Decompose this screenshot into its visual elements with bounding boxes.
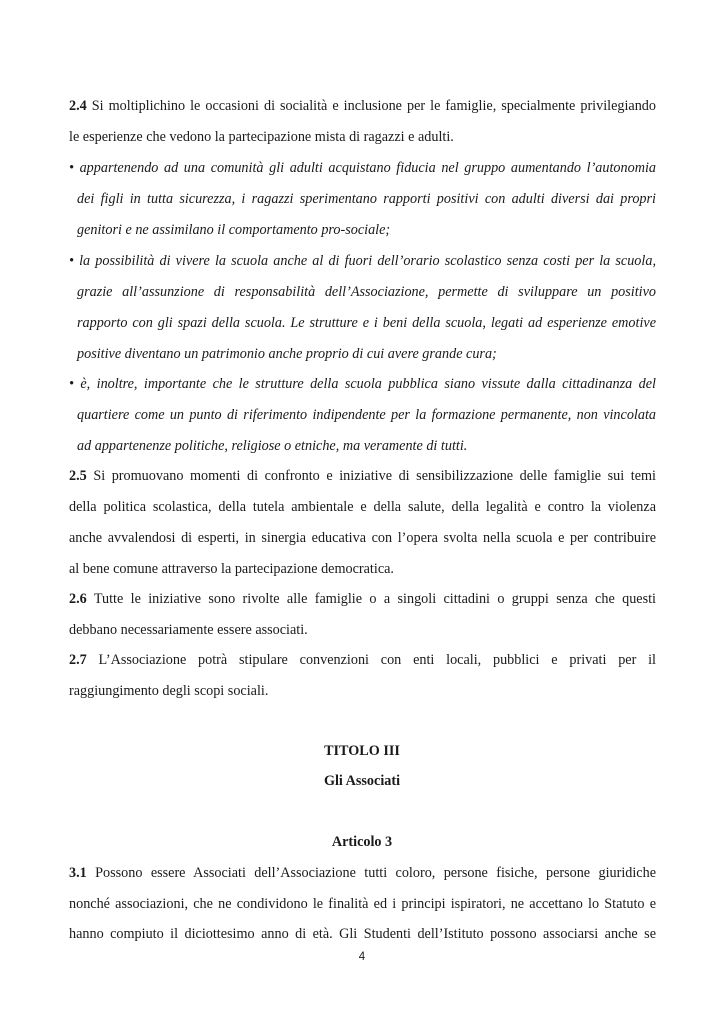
bullet-2-line-3: rapporto con gli spazi della scuola. Le strutture e i beni della scuola, legati ad esperienze emotive (77, 315, 656, 331)
paragraph-2-7-line-2: raggiungimento degli scopi sociali. (69, 683, 269, 699)
paragraph-3-1-line-1 (69, 864, 656, 882)
bullet-2-line-2: grazie all’assunzione di responsabilità dell’Associazione, permette di sviluppare un positivo (77, 284, 656, 300)
section-number-2-4: 2.4 (69, 98, 87, 114)
bullet-1-line-1: • appartenendo ad una comunità gli adulti acquistano fiducia nel gruppo aumentando l’autonomia (69, 160, 656, 176)
bullet-3-line-1: • è, inoltre, importante che le strutture della scuola pubblica siano vissute dalla cittadinanza del (69, 376, 656, 392)
section-number-3-1: 3.1 (69, 865, 87, 881)
paragraph-2-7-text: L’Associazione potrà stipulare convenzioni con enti locali, pubblici e privati per il (98, 652, 656, 668)
paragraph-2-5-text: Si promuovano momenti di confronto e iniziative di sensibilizzazione delle famiglie sui temi (93, 468, 657, 484)
paragraph-2-4-line-2: le esperienze che vedono la partecipazione mista di ragazzi e adulti. (69, 129, 454, 145)
bullet-2-line-1: • la possibilità di vivere la scuola anche al di fuori dell’orario scolastico senza costi per la scuola, (69, 253, 656, 269)
paragraph-2-4-line-1 (69, 97, 656, 115)
title-heading: TITOLO III (324, 743, 400, 759)
paragraph-2-6-text: Tutte le iniziative sono rivolte alle famiglie o a singoli cittadini o gruppi senza che questi (93, 591, 656, 607)
title-subheading: Gli Associati (323, 773, 401, 789)
paragraph-3-1-text: Possono essere Associati dell’Associazione tutti coloro, persone fisiche, persone giuridiche (95, 865, 657, 881)
section-number-2-7: 2.7 (69, 652, 87, 668)
page-number: 4 (358, 951, 366, 963)
bullet-2-line-4: positive diventano un patrimonio anche proprio di cui avere grande cura; (77, 346, 497, 362)
bullet-1-line-2: dei figli in tutta sicurezza, i ragazzi sperimentano rapporti positivi con adulti diversi dai propri (77, 191, 656, 207)
paragraph-2-5-line-2: della politica scolastica, della tutela ambientale e della salute, della legalità e contro la violenza (69, 499, 656, 515)
section-number-2-6: 2.6 (69, 591, 87, 607)
paragraph-2-6-line-1 (69, 590, 656, 608)
article-heading: Articolo 3 (331, 834, 393, 850)
bullet-3-line-3: ad appartenenze politiche, religiose o etniche, ma veramente di tutti. (77, 438, 468, 454)
bullet-1-line-3: genitori e ne assimilano il comportamento pro-sociale; (77, 222, 391, 238)
paragraph-3-1-line-3: hanno compiuto il diciottesimo anno di età. Gli Studenti dell’Istituto possono associarsi anche se (69, 926, 656, 942)
paragraph-2-5-line-1 (69, 467, 656, 485)
paragraph-3-1-line-2: nonché associazioni, che ne condividono le finalità ed i principi ispiratori, ne accettano lo Statuto e (69, 896, 656, 912)
paragraph-2-7-line-1 (69, 651, 656, 669)
paragraph-2-6-line-2: debbano necessariamente essere associati. (69, 622, 308, 638)
paragraph-2-4-text: Si moltiplichino le occasioni di socialità e inclusione per le famiglie, specialmente privilegiando (91, 98, 656, 114)
paragraph-2-5-line-3: anche avvalendosi di esperti, in sinergia educativa con l’opera svolta nella scuola e per contribuire (69, 530, 656, 546)
bullet-3-line-2: quartiere come un punto di riferimento indipendente per la formazione permanente, non vincolata (77, 407, 656, 423)
section-number-2-5: 2.5 (69, 468, 87, 484)
paragraph-2-5-line-4: al bene comune attraverso la partecipazione democratica. (69, 561, 394, 577)
